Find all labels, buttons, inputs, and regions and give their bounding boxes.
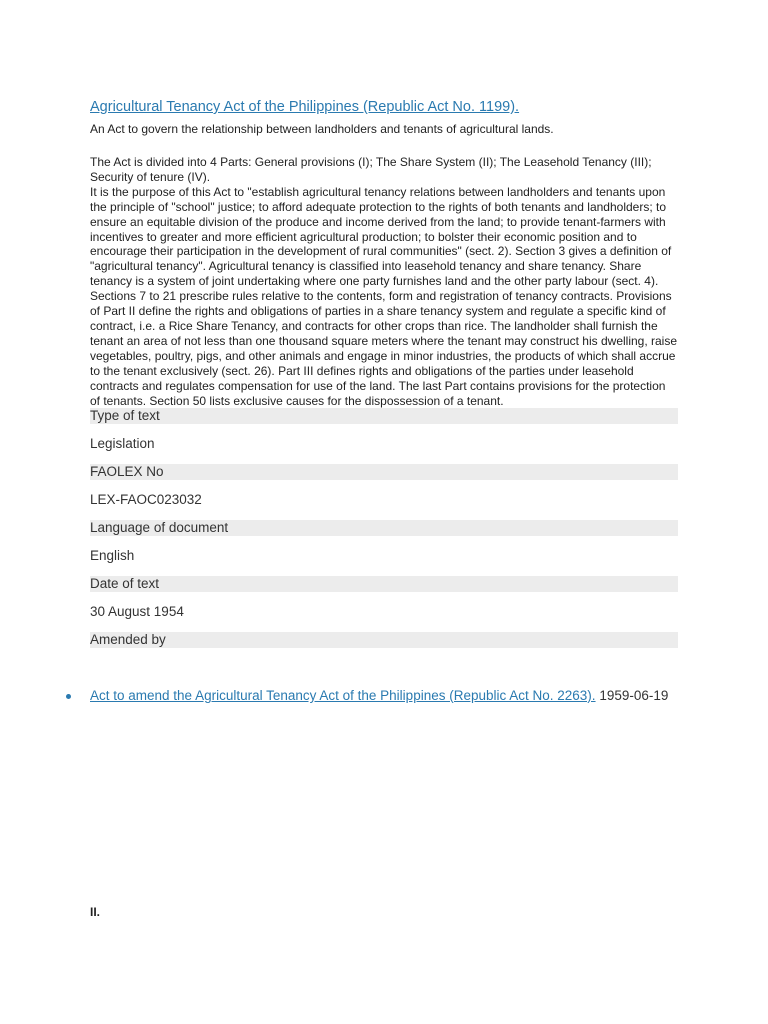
language-value: English: [90, 548, 135, 564]
abstract-paragraph-2: It is the purpose of this Act to "establish agricultural tenancy relations between landholders and tenants upon the principle of "school" justice; to afford adequate protection to the rights of both tenants and landholders; to ensure an equitable division of the produce and income derived from the land; to provide tenant-farmers with incentives to greater and more efficient agricultural production; to bolster their economic position and to encourage their participation in the development of rural communities" (sect. 2). Section 3 gives a definition of "agricultural tenancy". Agricultural tenancy is classified into leasehold tenancy and share tenancy. Share tenancy is a system of joint undertaking where one party furnishes land and the other party labour (sect. 4). Sections 7 to 21 prescribe rules relative to the contents, form and registration of tenancy contracts. Provisions of Part II define the rights and obligations of parties in a share tenancy system and regulate a specific kind of contract, i.e. a Rice Share Tenancy, and contracts for other crops than rice. The landholder shall furnish the tenant an area of not less than one thousand square meters where the tenant may construct his dwelling, raise vegetables, poultry, pigs, and other animals and engage in minor industries, the products of which shall accrue to the tenant exclusively (sect. 26). Part III defines rights and obligations of the parties under leasehold contracts and regulates compensation for use of the land. The last Part contains provisions for the protection of tenants. Section 50 lists exclusive causes for the dispossession of a tenant.: [90, 184, 678, 408]
document-title-link[interactable]: Agricultural Tenancy Act of the Philippines (Republic Act No. 1199).: [90, 99, 520, 115]
amendment-date: 1959-06-19: [599, 688, 669, 703]
amendments-list: [60, 688, 680, 704]
language-label: Language of document: [90, 520, 678, 536]
document-abstract: [90, 155, 678, 408]
document-body: [90, 98, 678, 660]
metadata-table: [90, 408, 678, 648]
date-of-text-label: Date of text: [90, 576, 678, 592]
date-of-text-value: 30 August 1954: [90, 604, 184, 620]
faolex-no-value: LEX-FAOC023032: [90, 492, 202, 508]
type-of-text-label: Type of text: [90, 408, 678, 424]
document-subtitle: An Act to govern the relationship between landholders and tenants of agricultural lands.: [90, 122, 554, 136]
amended-by-label: Amended by: [90, 632, 678, 648]
amendment-link[interactable]: Act to amend the Agricultural Tenancy Act of the Philippines (Republic Act No. 2263).: [90, 688, 596, 703]
bullet-icon: [66, 694, 71, 699]
section-marker: II.: [90, 905, 101, 919]
amendment-item: [60, 688, 680, 704]
type-of-text-value: Legislation: [90, 436, 155, 452]
faolex-no-label: FAOLEX No: [90, 464, 678, 480]
abstract-paragraph-1: The Act is divided into 4 Parts: General provisions (I); The Share System (II); The Leasehold Tenancy (III); Security of tenure (IV).: [90, 155, 652, 184]
